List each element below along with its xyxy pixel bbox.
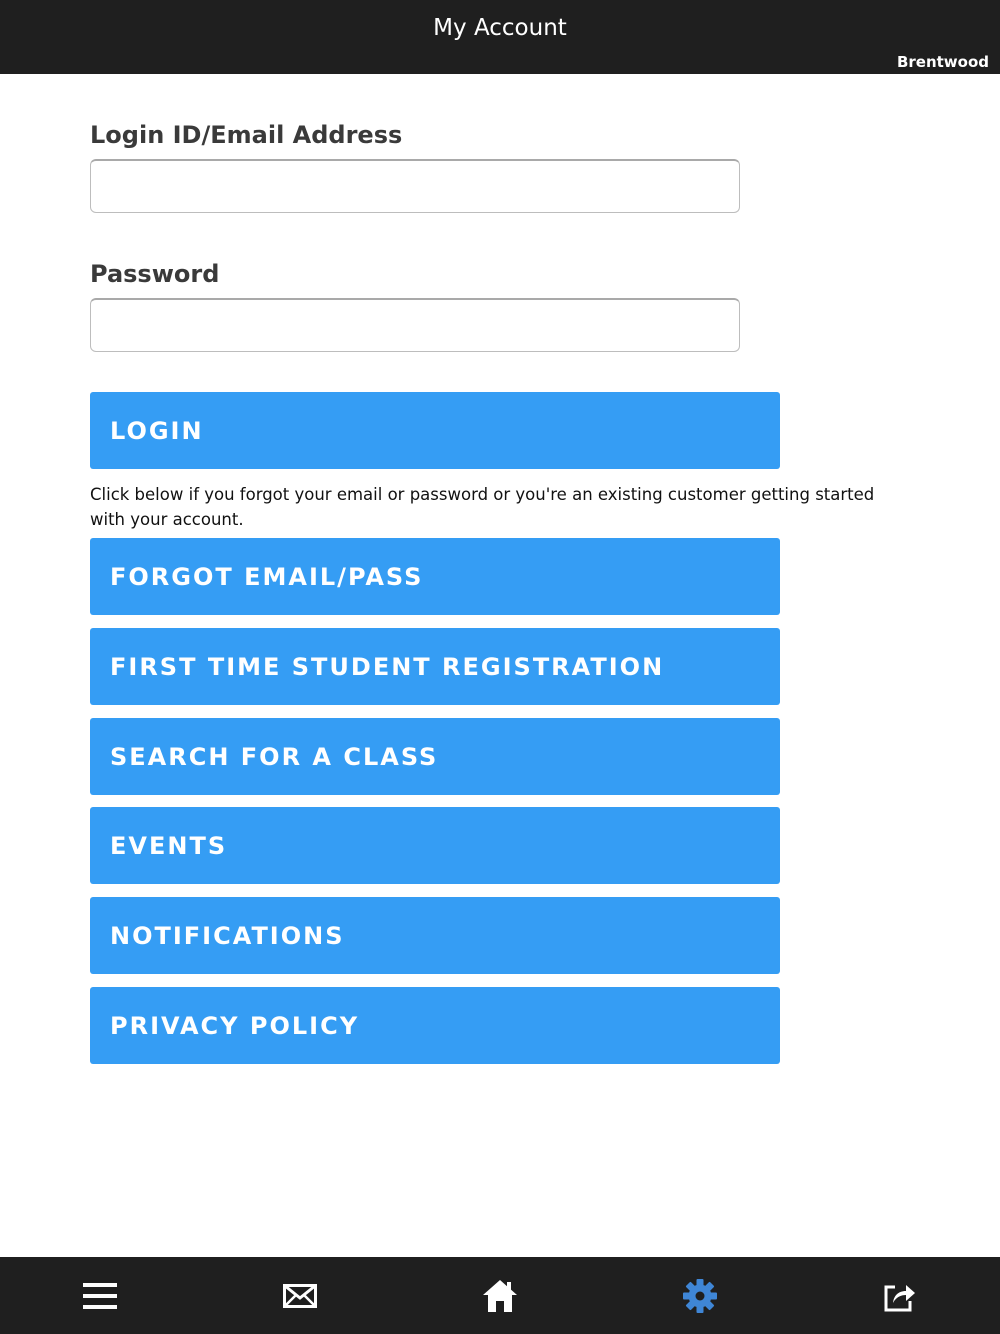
password-label: Password <box>90 260 220 288</box>
helper-text: Click below if you forgot your email or password or you're an existing customer getting started with your account. <box>90 485 875 529</box>
login-button[interactable] <box>90 392 780 469</box>
privacy-policy-button-label: PRIVACY POLICY <box>110 1011 360 1040</box>
search-class-button[interactable] <box>90 718 780 795</box>
first-time-registration-button-label: FIRST TIME STUDENT REGISTRATION <box>110 652 665 681</box>
home-icon <box>483 1280 517 1312</box>
login-id-label: Login ID/Email Address <box>90 121 403 149</box>
first-time-registration-button[interactable] <box>90 628 780 705</box>
events-button-label: EVENTS <box>110 831 228 860</box>
password-input[interactable] <box>90 298 740 352</box>
login-button-label: LOGIN <box>110 416 204 445</box>
share-icon <box>883 1279 917 1313</box>
top-bar <box>0 0 1000 74</box>
location-label: Brentwood <box>896 53 989 71</box>
privacy-policy-button[interactable] <box>90 987 780 1064</box>
tab-share[interactable] <box>800 1257 1000 1334</box>
notifications-button-label: NOTIFICATIONS <box>110 921 345 950</box>
forgot-email-pass-button-label: FORGOT EMAIL/PASS <box>110 562 424 591</box>
events-button[interactable] <box>90 807 780 884</box>
tab-home[interactable] <box>400 1257 600 1334</box>
forgot-email-pass-button[interactable] <box>90 538 780 615</box>
menu-icon <box>83 1283 117 1309</box>
tab-settings[interactable] <box>600 1257 800 1334</box>
tab-menu[interactable] <box>0 1257 200 1334</box>
gear-icon <box>683 1279 717 1313</box>
bottom-tab-bar <box>0 1257 1000 1334</box>
tab-mail[interactable] <box>200 1257 400 1334</box>
login-id-input[interactable] <box>90 159 740 213</box>
notifications-button[interactable] <box>90 897 780 974</box>
page-title: My Account <box>433 15 567 41</box>
search-class-button-label: SEARCH FOR A CLASS <box>110 742 439 771</box>
mail-icon <box>283 1284 317 1308</box>
